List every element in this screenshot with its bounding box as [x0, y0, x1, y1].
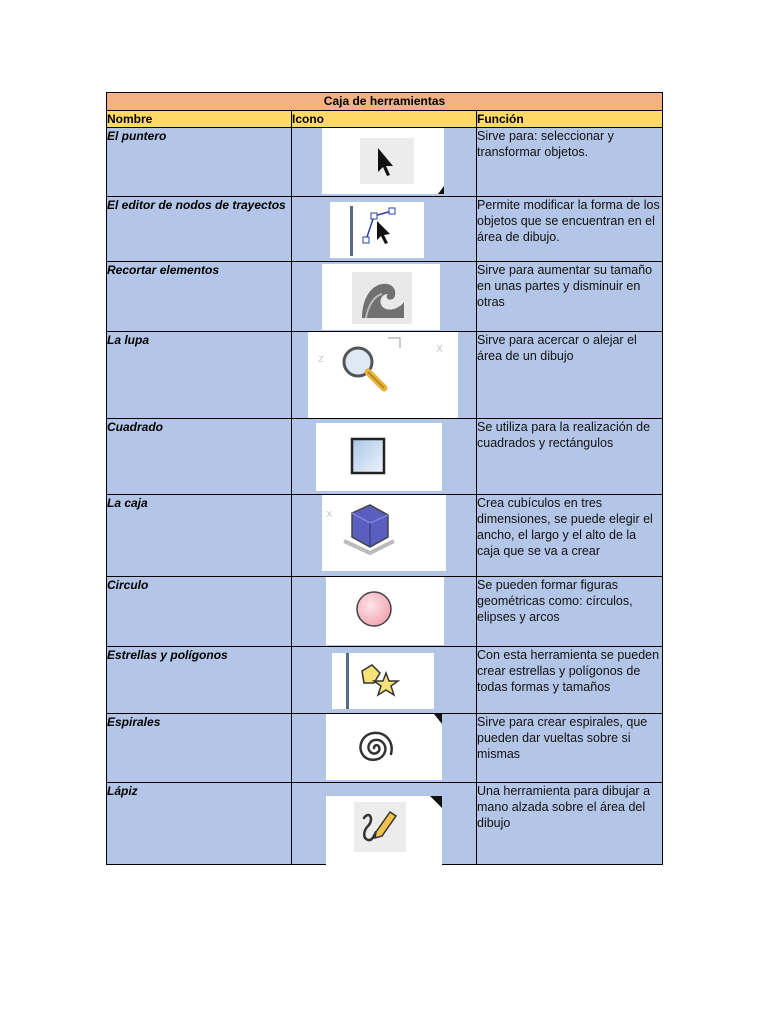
tool-function: Se pueden formar figuras geométricas como: círculos, elipses y arcos	[477, 577, 663, 647]
tool-function: Permite modificar la forma de los objetos que se encuentran en el área de dibujo.	[477, 197, 663, 262]
node-editor-icon	[330, 202, 424, 258]
tool-function: Se utiliza para la realización de cuadrados y rectángulos	[477, 419, 663, 495]
table-row	[107, 332, 663, 419]
tool-function: Con esta herramienta se pueden crear estrellas y polígonos de todas formas y tamaños	[477, 647, 663, 714]
tool-function: Sirve para aumentar su tamaño en unas partes y disminuir en otras	[477, 262, 663, 332]
table-title: Caja de herramientas	[107, 93, 663, 111]
tool-name: Cuadrado	[107, 419, 292, 495]
tool-name: El editor de nodos de trayectos	[107, 197, 292, 262]
table-row	[107, 714, 663, 783]
star-polygon-icon	[332, 653, 434, 709]
tool-name: Circulo	[107, 577, 292, 647]
magnifier-icon	[308, 332, 458, 418]
table-row	[107, 419, 663, 495]
pointer-arrow-icon	[322, 128, 444, 194]
header-function: Función	[477, 111, 663, 128]
tool-name: Recortar elementos	[107, 262, 292, 332]
header-icon: Icono	[292, 111, 477, 128]
tool-name: La lupa	[107, 332, 292, 419]
3d-box-icon	[322, 495, 446, 571]
pencil-icon	[326, 796, 442, 865]
svg-text:z: z	[318, 352, 324, 365]
tool-name: La caja	[107, 495, 292, 577]
tool-function: Una herramienta para dibujar a mano alzada sobre el área del dibujo	[477, 783, 663, 865]
header-name: Nombre	[107, 111, 292, 128]
tool-function: Sirve para acercar o alejar el área de un dibujo	[477, 332, 663, 419]
table-row	[107, 197, 663, 262]
tool-name: Espirales	[107, 714, 292, 783]
spiral-icon	[326, 714, 442, 780]
table-row	[107, 262, 663, 332]
tool-name: Lápiz	[107, 783, 292, 865]
table-row	[107, 783, 663, 865]
table-row	[107, 577, 663, 647]
table-row	[107, 495, 663, 577]
tool-function: Sirve para crear espirales, que pueden dar vueltas sobre si mismas	[477, 714, 663, 783]
table-row	[107, 647, 663, 714]
circle-icon	[326, 577, 444, 645]
table-row	[107, 128, 663, 197]
tool-name: Estrellas y polígonos	[107, 647, 292, 714]
rectangle-icon	[316, 423, 442, 491]
svg-text:x: x	[326, 507, 333, 520]
tool-name: El puntero	[107, 128, 292, 197]
tool-function: Sirve para: seleccionar y transformar objetos.	[477, 128, 663, 197]
svg-text:x: x	[436, 341, 444, 355]
tool-function: Crea cubículos en tres dimensiones, se puede elegir el ancho, el largo y el alto de la caja que se va a crear	[477, 495, 663, 577]
tweak-wave-icon	[322, 264, 440, 330]
tools-table	[106, 92, 663, 865]
